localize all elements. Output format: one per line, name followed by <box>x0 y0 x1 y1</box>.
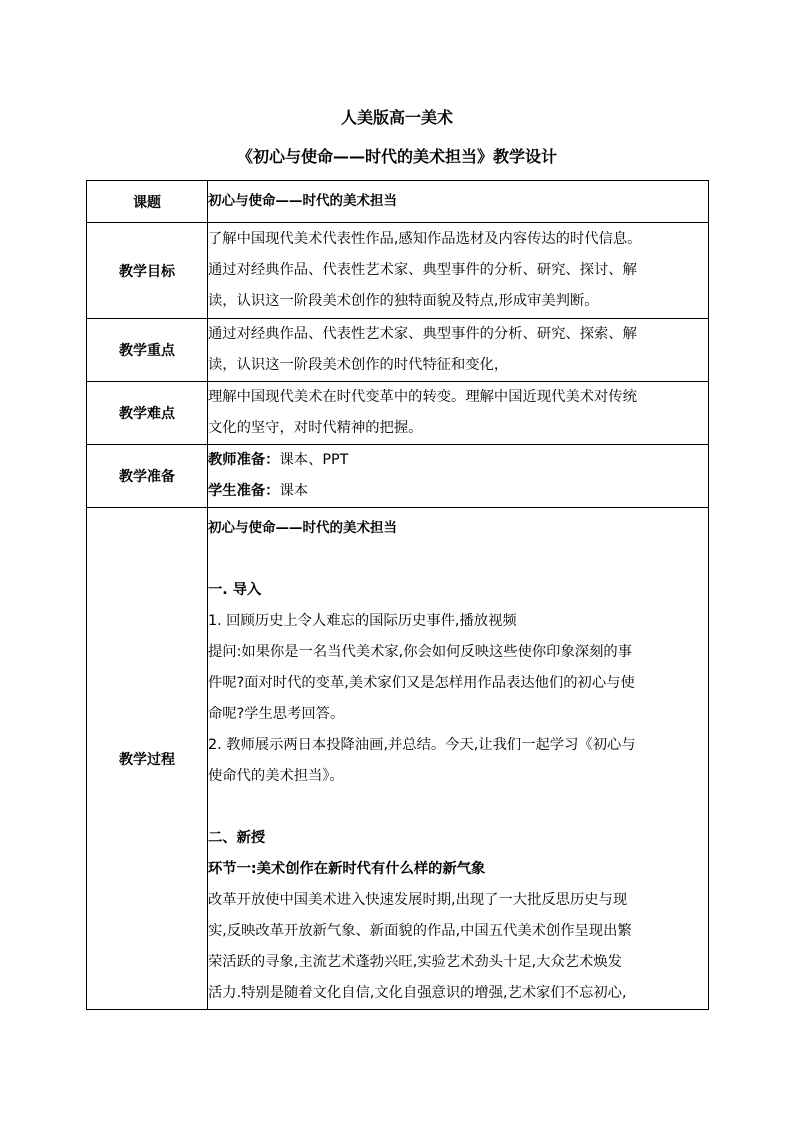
document-title: 人美版高一美术 <box>340 108 453 127</box>
student-preparation <box>208 476 708 507</box>
label-topic: 课题 <box>87 181 208 223</box>
section-intro-line: 1. 回顾历史上令人难忘的国际历史事件,播放视频 <box>208 613 517 629</box>
row-difficulties <box>87 382 709 445</box>
key-points-line: 通过对经典作品、代表性艺术家、典型事件的分析、研究、探索、解 <box>208 326 637 342</box>
topic-value: 初心与使命——时代的美术担当 <box>208 193 397 209</box>
section-intro-line: 件呢?面对时代的变革,美术家们又是怎样用作品表达他们的初心与使 <box>208 675 635 691</box>
link1-line: 荣活跃的寻象,主流艺术蓬勃兴旺,实验艺术劲头十足,大众艺术焕发 <box>208 954 622 970</box>
row-process <box>87 508 709 1010</box>
link1-line: 活力.特别是随着文化自信,文化自强意识的增强,艺术家们不忘初心, <box>208 985 627 1001</box>
label-difficulties: 教学难点 <box>87 382 208 445</box>
row-key-points <box>87 319 709 382</box>
student-preparation-value: 课本 <box>279 483 309 499</box>
teacher-preparation-label: 教师准备： <box>208 452 280 468</box>
section-new-title: 二、新授 <box>208 830 266 846</box>
difficulties-line: 理解中国现代美术在时代变革中的转变。理解中国近现代美术对传统 <box>208 389 637 405</box>
row-objectives <box>87 223 709 319</box>
section-intro-line: 2. 教师展示两日本投降油画,并总结。今天,让我们一起学习《初心与 <box>208 737 636 753</box>
objectives-line: 读，认识这一阶段美术创作的独特面貌及特点,形成审美判断。 <box>208 293 599 309</box>
document-subtitle: 《初心与使命——时代的美术担当》教学设计 <box>236 147 557 166</box>
cell-difficulties <box>208 382 709 445</box>
cell-preparation <box>208 445 709 508</box>
section-intro-line: 命呢?学生思考回答。 <box>208 706 345 722</box>
cell-objectives <box>208 223 709 319</box>
key-points-line: 读，认识这一阶段美术创作的时代特征和变化， <box>208 357 509 373</box>
section-intro-line: 使命代的美术担当》。 <box>208 768 344 784</box>
difficulties-line: 文化的坚守，对时代精神的把握。 <box>208 420 423 436</box>
section-intro-line: 提问:如果你是一名当代美术家,你会如何反映这些使你印象深刻的事 <box>208 644 632 660</box>
row-preparation <box>87 445 709 508</box>
label-preparation: 教学准备 <box>87 445 208 508</box>
objectives-line: 通过对经典作品、代表性艺术家、典型事件的分析、研究、探讨、解 <box>208 262 637 278</box>
section-intro-title: 一. 导入 <box>208 582 262 598</box>
cell-key-points <box>208 319 709 382</box>
link1-title: 环节一:美术创作在新时代有什么样的新气象 <box>208 861 486 877</box>
student-preparation-label: 学生准备： <box>208 483 280 499</box>
cell-topic <box>208 181 709 223</box>
label-key-points: 教学重点 <box>87 319 208 382</box>
cell-process <box>208 508 709 1010</box>
objectives-line: 了解中国现代美术代表性作品,感知作品选材及内容传达的时代信息。 <box>208 231 642 247</box>
row-topic <box>87 181 709 223</box>
link1-line: 改革开放使中国美术进入快速发展时期,出现了一大批反思历史与现 <box>208 892 628 908</box>
lesson-plan-table <box>86 180 709 1010</box>
process-heading: 初心与使命——时代的美术担当 <box>208 520 397 536</box>
teacher-preparation-value: 课本、PPT <box>279 452 349 468</box>
teacher-preparation <box>208 445 708 476</box>
label-process: 教学过程 <box>87 508 208 1010</box>
link1-line: 实,反映改革开放新气象、新面貌的作品,中国五代美术创作呈现出繁 <box>208 923 632 939</box>
label-objectives: 教学目标 <box>87 223 208 319</box>
